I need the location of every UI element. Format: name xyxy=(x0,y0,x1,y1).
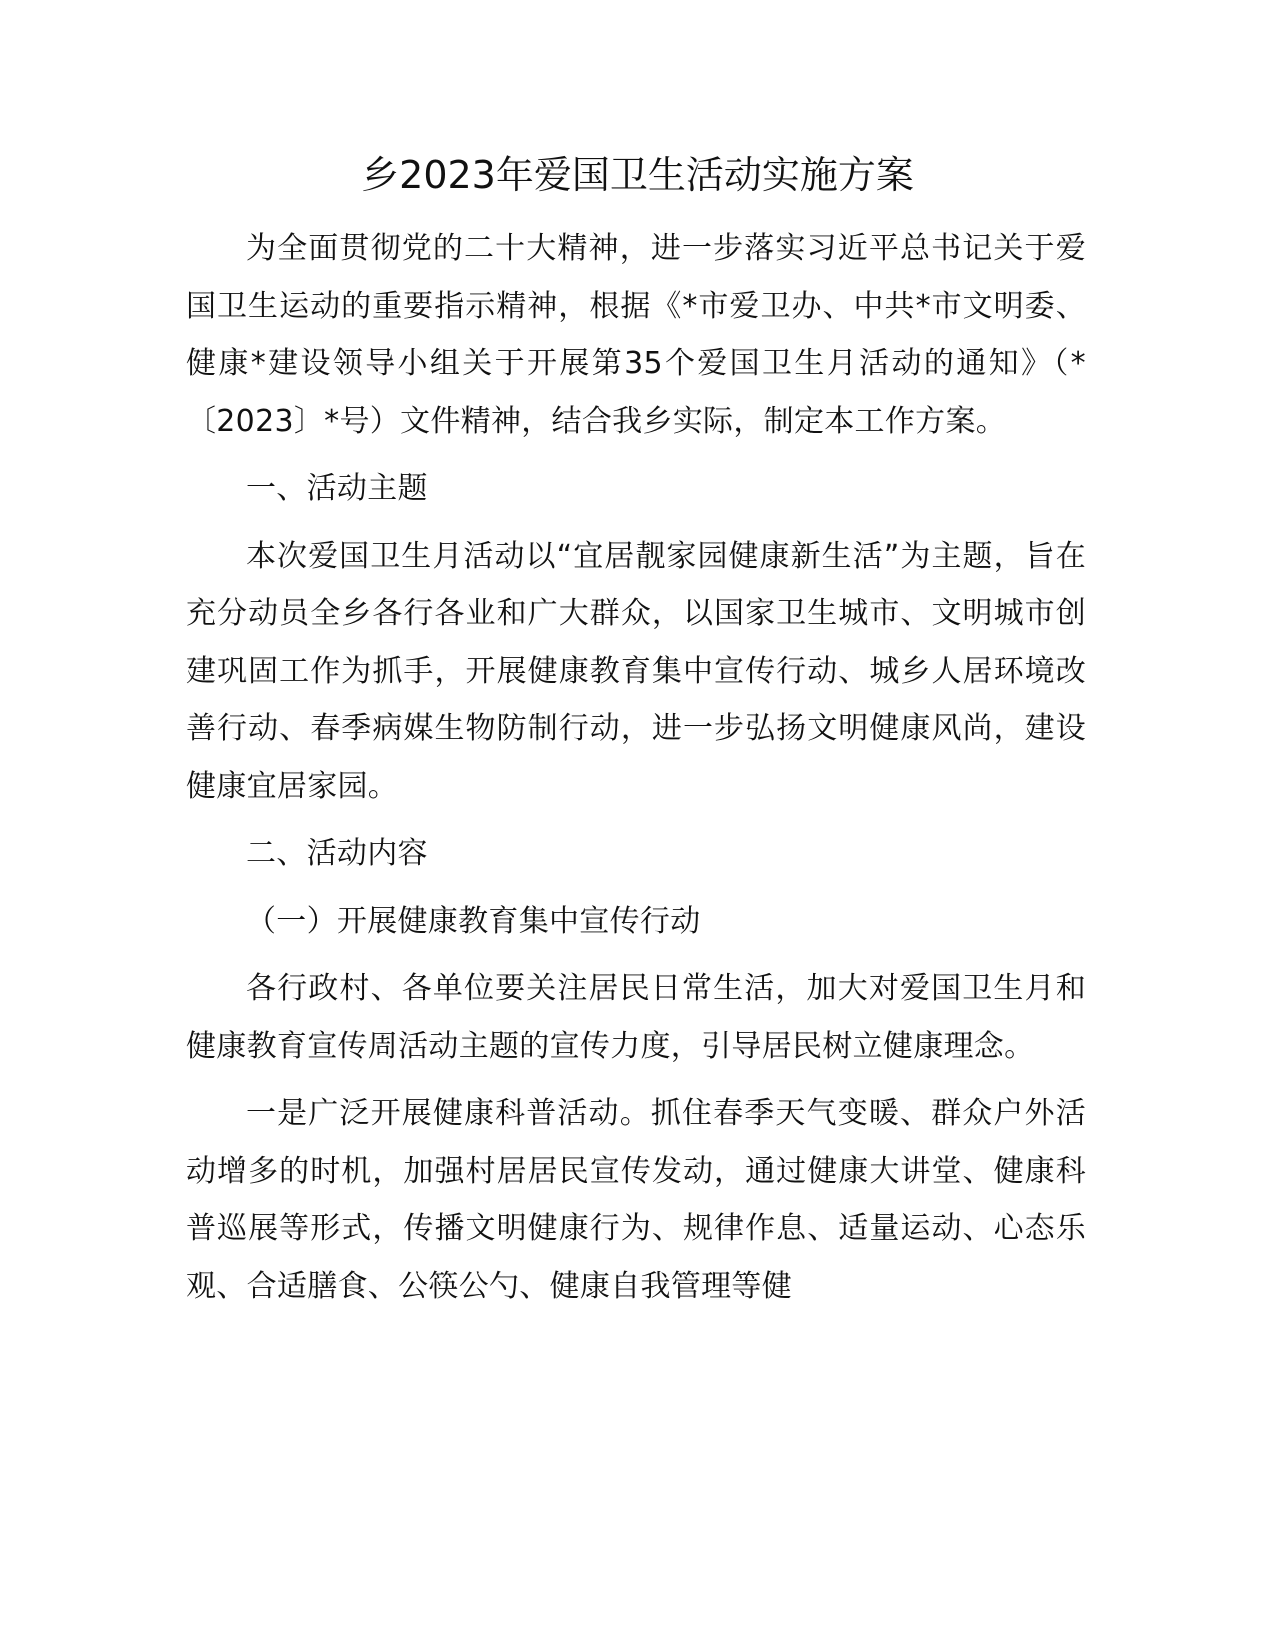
section-heading-content: 二、活动内容 xyxy=(246,836,428,871)
document-body xyxy=(186,220,1086,1315)
section-heading-theme: 一、活动主题 xyxy=(246,471,428,506)
theme-paragraph: 本次爱国卫生月活动以“宜居靓家园健康新生活”为主题，旨在充分动员全乡各行各业和广大群众，以国家卫生城市、文明城市创建巩固工作为抓手，开展健康教育集中宣传行动、城乡人居环境改善行动、春季病媒生物防制行动，进一步弘扬文明健康风尚，建设健康宜居家园。 xyxy=(186,538,1086,804)
document-title: 乡2023年爱国卫生活动实施方案 xyxy=(361,153,914,197)
subsection-heading-publicity: （一）开展健康教育集中宣传行动 xyxy=(246,903,701,939)
publicity-paragraph: 各行政村、各单位要关注居民日常生活，加大对爱国卫生月和健康教育宣传周活动主题的宣传力度，引导居民树立健康理念。 xyxy=(186,971,1086,1064)
intro-paragraph: 为全面贯彻党的二十大精神，进一步落实习近平总书记关于爱国卫生运动的重要指示精神，根据《*市爱卫办、中共*市文明委、健康*建设领导小组关于开展第35个爱国卫生月活动的通知》（*〔2023〕*号）文件精神，结合我乡实际，制定本工作方案。 xyxy=(186,231,1086,439)
science-popularization-paragraph: 一是广泛开展健康科普活动。抓住春季天气变暖、群众户外活动增多的时机，加强村居居民宣传发动，通过健康大讲堂、健康科普巡展等形式，传播文明健康行为、规律作息、适量运动、心态乐观、合适膳食、公筷公勺、健康自我管理等健 xyxy=(186,1096,1086,1304)
